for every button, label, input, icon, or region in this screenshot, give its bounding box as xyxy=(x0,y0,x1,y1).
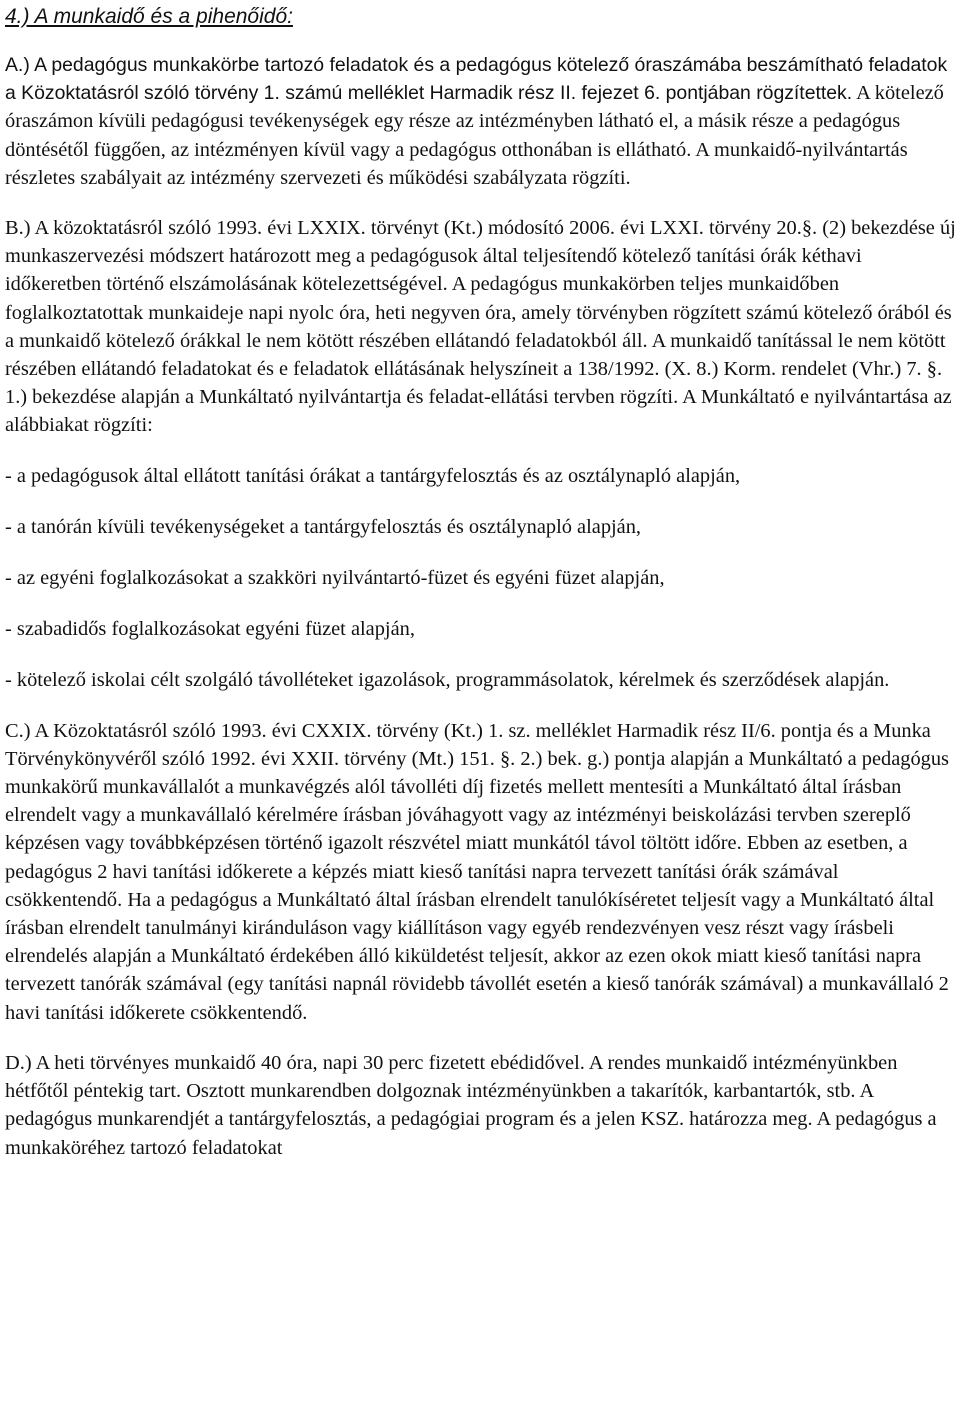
paragraph-b-lead: B.) A közoktatásról szóló 1993. évi LXXIX. törvényt (Kt.) módosító 2006. évi LXXI. törvény 20.§. (2) bekezdése új munkaszervezési módszert határozott meg a pedagógusok által teljesítendő kötelező tanítási órák kéthavi időkeretben történő elszámolásának kötelezettségével. xyxy=(5,217,956,296)
paragraph-c: C.) A Közoktatásról szóló 1993. évi CXXIX. törvény (Kt.) 1. sz. melléklet Harmadik rész II/6. pontja és a Munka Törvénykönyvéről szóló 1992. évi XXII. törvény (Mt.) 151. §. 2.) bek. g.) pontja alapján a Munkáltató a pedagógus munkakörű munkavállalót a munkavégzés alól távolléti díj fizetés mellett mentesíti a Munkáltató által írásban elrendelt vagy a munkavállaló kérelmére írásban jóváhagyott vagy az intézményi beiskolázási tervben szereplő képzésen vagy továbbképzésen történő igazolt részvétel miatt munkától távol töltött időre. Ebben az esetben, a pedagógus 2 havi tanítási időkerete a képzés miatt kieső tanítási napra tervezett tanítási órák számával csökkentendő. Ha a pedagógus a Munkáltató által írásban elrendelt tanulókíséretet teljesít vagy a Munkáltató által írásban elrendelt tanulmányi kiránduláson vagy kiállításon vagy egyéb rendezvényen vesz részt vagy írásbeli elrendelés alapján a Munkáltató érdekében álló kiküldetést teljesít, akkor az ezen okok miatt kieső tanítási napra tervezett tanórák számával (egy tanítási napnál rövidebb távollét esetén a kieső tanórák számával) a munkavállaló 2 havi tanítási időkerete csökkentendő. xyxy=(5,719,949,1024)
paragraph-b-body: A pedagógus munkakörben teljes munkaidőben foglalkoztatottak munkaideje napi nyolc óra, heti negyven óra, amely törvényben rögzített számú kötelező órából és a munkaidő kötelező órákkal le nem kötött részében ellátandó feladatokból áll. A munkaidő tanítással le nem kötött részében ellátandó feladatokat és e feladatok ellátásának helyszíneit a 138/1992. (X. 8.) Korm. rendelet (Vhr.) 7. §. 1.) bekezdése alapján a Munkáltató nyilvántartja és feladat-ellátási tervben rögzíti. A Munkáltató e nyilvántartása az alábbiakat rögzíti: xyxy=(5,273,952,437)
paragraph-d: D.) A heti törvényes munkaidő 40 óra, napi 30 perc fizetett ebédidővel. A rendes munkaidő intézményünkben hétfőtől péntekig tart. Osztott munkarendben dolgoznak intézményünkben a takarítók, karbantartók, stb. A pedagógus munkarendjét a tantárgyfelosztás, a pedagógiai program és a jelen KSZ. határozza meg. A pedagógus a munkaköréhez tartozó feladatokat xyxy=(5,1051,937,1159)
paragraph-a-body: A kötelező óraszámon kívüli pedagógusi tevékenységek egy része az intézményben látható el, a másik része a pedagógus döntésétől függően, az intézményen kívül vagy a pedagógus otthonában is ellátható. A munkaidő-nyilvántartás részletes szabályait az intézmény szervezeti és működési szabályzata rögzíti. xyxy=(5,82,944,189)
list-item: - kötelező iskolai célt szolgáló távolléteket igazolások, programmásolatok, kérelmek és szerződések alapján. xyxy=(5,669,890,692)
section-heading: 4.) A munkaidő és a pihenőidő: xyxy=(5,5,293,28)
list-item: - az egyéni foglalkozásokat a szakköri nyilvántartó-füzet és egyéni füzet alapján, xyxy=(5,567,665,590)
list-item: - szabadidős foglalkozásokat egyéni füzet alapján, xyxy=(5,618,415,641)
document-page xyxy=(5,3,957,1184)
paragraph-a xyxy=(5,51,957,192)
list-item: - a tanórán kívüli tevékenységeket a tantárgyfelosztás és osztálynapló alapján, xyxy=(5,515,642,538)
paragraph-a-lead: A.) A pedagógus munkakörbe tartozó feladatok és a pedagógus kötelező óraszámába beszámítható feladatok a Közoktatásról szóló törvény 1. számú melléklet Harmadik rész II. fejezet 6. pontjában rögzítettek. xyxy=(5,54,948,105)
paragraph-b xyxy=(5,214,957,440)
list-item: - a pedagógusok által ellátott tanítási órákat a tantárgyfelosztás és az osztálynapló alapján, xyxy=(5,464,741,487)
